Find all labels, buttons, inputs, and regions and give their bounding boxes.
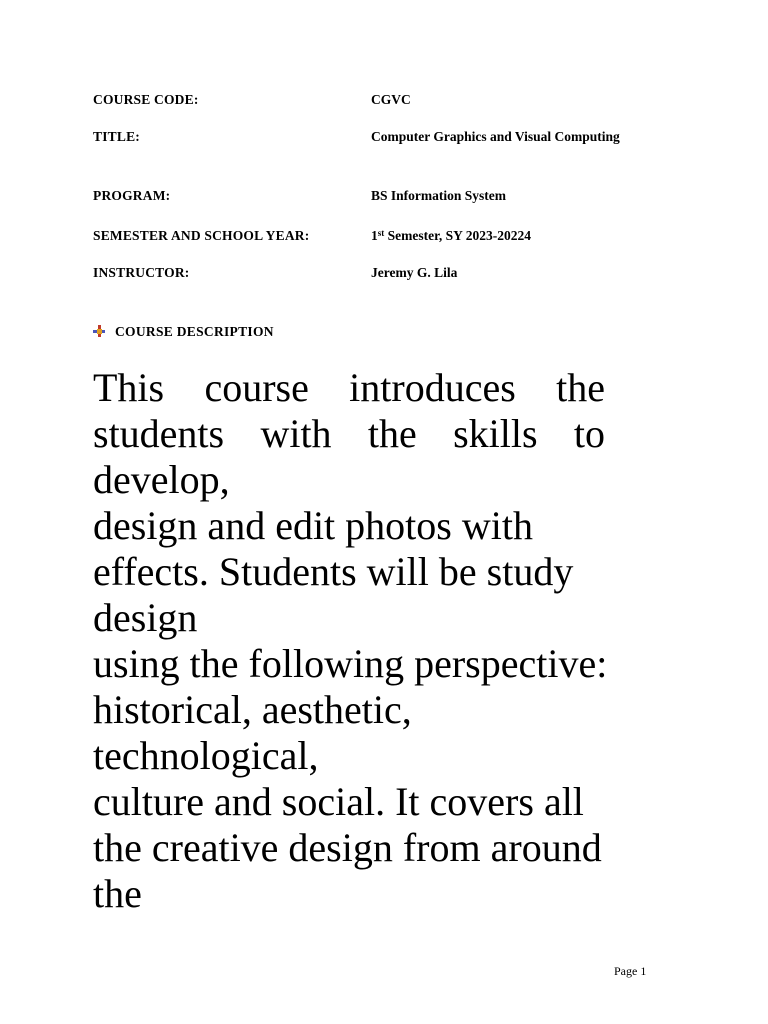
description-line: the bbox=[93, 871, 142, 916]
description-line: culture and social. It covers all bbox=[93, 779, 584, 824]
description-line: using the following perspective: bbox=[93, 641, 608, 686]
description-word: the bbox=[367, 411, 417, 456]
description-word: to bbox=[573, 411, 605, 456]
description-line: design bbox=[93, 595, 198, 640]
instructor-label: INSTRUCTOR: bbox=[93, 265, 190, 280]
description-line: design and edit photos with bbox=[93, 503, 533, 548]
title-value: Computer Graphics and Visual Computing bbox=[371, 129, 620, 144]
semester-label: SEMESTER AND SCHOOL YEAR: bbox=[93, 228, 310, 243]
semester-ordinal-suffix: st bbox=[377, 228, 385, 238]
description-line: effects. Students will be study bbox=[93, 549, 574, 594]
program-value: BS Information System bbox=[371, 188, 507, 203]
description-line: historical, aesthetic, bbox=[93, 687, 412, 732]
course-code-value: CGVC bbox=[371, 92, 411, 107]
course-description-heading-text: COURSE DESCRIPTION bbox=[115, 324, 274, 339]
course-description-text bbox=[93, 365, 608, 917]
description-line bbox=[93, 365, 605, 411]
semester-number: 1 bbox=[371, 228, 378, 243]
description-line: the creative design from around bbox=[93, 825, 602, 870]
description-word: students bbox=[93, 411, 225, 456]
four-point-star-bullet-icon bbox=[93, 325, 105, 337]
description-word: This bbox=[93, 365, 165, 410]
description-word: skills bbox=[453, 411, 538, 456]
page-number: Page 1 bbox=[614, 964, 647, 978]
title-label: TITLE: bbox=[93, 129, 140, 144]
course-description-heading bbox=[93, 322, 274, 342]
program-label: PROGRAM: bbox=[93, 188, 171, 203]
description-line: develop, bbox=[93, 457, 230, 502]
course-code-label: COURSE CODE: bbox=[93, 92, 199, 107]
description-line: technological, bbox=[93, 733, 319, 778]
semester-year-text: Semester, SY 2023-20224 bbox=[384, 228, 531, 243]
description-word: introduces bbox=[349, 365, 516, 410]
description-word: with bbox=[260, 411, 332, 456]
instructor-value: Jeremy G. Lila bbox=[371, 265, 458, 280]
semester-value bbox=[371, 226, 621, 246]
description-word: course bbox=[204, 365, 309, 410]
description-word: the bbox=[556, 365, 605, 410]
description-line bbox=[93, 411, 605, 457]
